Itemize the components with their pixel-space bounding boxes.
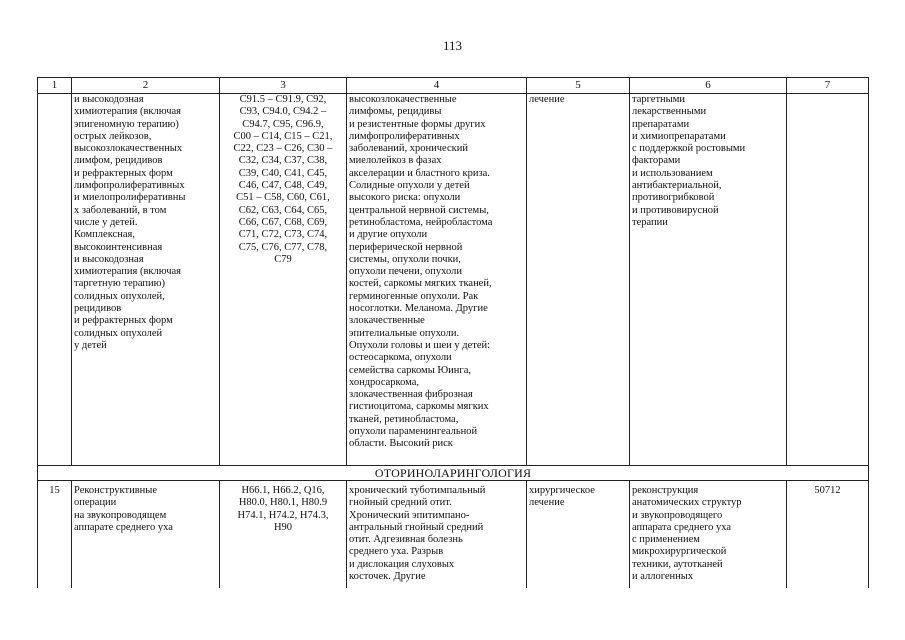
icd-codes-cell: C91.5 – C91.9, C92, C93, C94.0, C94.2 – C94.7, C95, C96.9, C00 – C14, C15 – C21, C22, C23 – C26, C30 – C32, C34, C37, C38, C39, C40, C41, C45, C46, C47, C48, C49, C51 – C58, C60, C61, C62, C63, C64, C65, C66, C67, C68, C69, C71, C72, C73, C74, C75, C76, C77, C78, C79 — [220, 94, 347, 466]
treatment-method-cell: реконструкция анатомических структур и звукопроводящего аппарата среднего уха с применением микрохирургической техники, аутотканей и аллогенных — [630, 481, 787, 589]
header-cell: 6 — [630, 78, 787, 94]
continuation-row — [38, 94, 869, 466]
header-cell: 4 — [347, 78, 527, 94]
treatment-method-cell: таргетными лекарственными препаратами и химиопрепаратами с поддержкой ростовыми факторами и использованием антибактериальной, противогрибковой и противовирусной терапии — [630, 94, 787, 466]
icd-codes-cell: H66.1, H66.2, Q16, H80.0, H80.1, H80.9 H74.1, H74.2, H74.3, H90 — [220, 481, 347, 589]
row-number-cell — [38, 94, 72, 466]
header-cell: 7 — [787, 78, 869, 94]
section-title: ОТОРИНОЛАРИНГОЛОГИЯ — [38, 466, 869, 481]
section-row — [38, 466, 869, 481]
header-cell: 2 — [72, 78, 220, 94]
cost-cell: 50712 — [787, 481, 869, 589]
procedure-name-cell: и высокодозная химиотерапия (включая эпигеномную терапию) острых лейкозов, высокозлокачественных лимфом, рецидивов и рефрактерных форм лимфопролиферативных и миелопролиферативны х заболеваний, в том числе у детей. Комплексная, высокоинтенсивная и высокодозная химиотерапия (включая таргетную терапию) солидных опухолей, рецидивов и рефрактерных форм солидных опухолей у детей — [72, 94, 220, 466]
patient-model-cell: высокозлокачественные лимфомы, рецидивы и резистентные формы других лимфопролиферативных заболеваний, хронический миелолейкоз в фазах акселерации и бластного криза. Солидные опухоли у детей высокого риска: опухоли центральной нервной системы, ретинобластома, нейробластома и другие опухоли периферической нервной системы, опухоли почки, опухоли печени, опухоли костей, саркомы мягких тканей, герминогенные опухоли. Рак носоглотки. Меланома. Другие злокачественные эпителиальные опухоли. Опухоли головы и шеи у детей: остеосаркома, опухоли семейства саркомы Юинга, хондросаркома, злокачественная фиброзная гистиоцитома, саркомы мягких тканей, ретинобластома, опухоли параменингеальной области. Высокий риск — [347, 94, 527, 466]
procedure-name-cell: Реконструктивные операции на звукопроводящем аппарате среднего уха — [72, 481, 220, 589]
page-number: 113 — [442, 38, 463, 53]
treatment-type-cell: лечение — [527, 94, 630, 466]
column-number-row — [38, 78, 869, 94]
header-cell: 3 — [220, 78, 347, 94]
cost-cell — [787, 94, 869, 466]
header-cell: 5 — [527, 78, 630, 94]
table-row — [38, 481, 869, 589]
treatment-type-cell: хирургическое лечение — [527, 481, 630, 589]
header-cell: 1 — [38, 78, 72, 94]
row-number-cell: 15 — [38, 481, 72, 589]
patient-model-cell: хронический туботимпальный гнойный средний отит. Хронический эпитимпано- антральный гнойный средний отит. Адгезивная болезнь среднего уха. Разрыв и дислокация слуховых косточек. Другие — [347, 481, 527, 589]
medical-care-table — [37, 77, 869, 588]
